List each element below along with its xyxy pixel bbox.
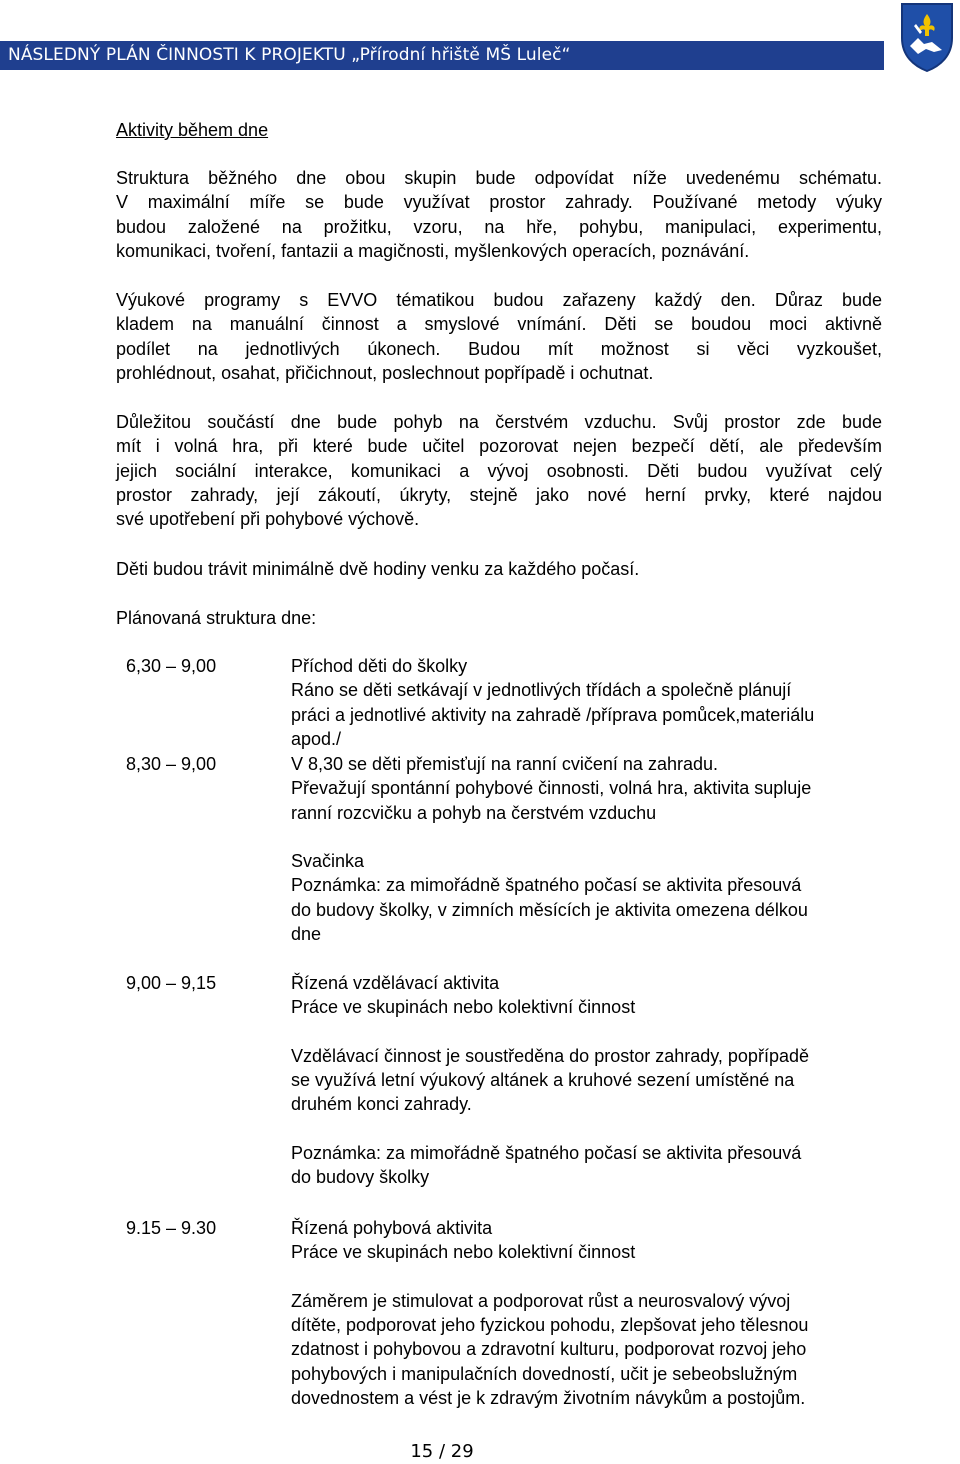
plan-heading: Plánovaná struktura dne: <box>116 608 317 628</box>
schedule-time: 9,00 – 9,15 <box>126 973 217 993</box>
coat-of-arms-icon <box>898 2 956 72</box>
schedule-line: Záměrem je stimulovat a podporovat růst a neurosvalový vývoj <box>291 1290 791 1311</box>
schedule-spacer <box>291 1020 913 1044</box>
evvo-paragraph <box>116 288 882 385</box>
schedule-line: Řízená pohybová aktivita <box>291 1218 493 1238</box>
intro-line: V maximální míře se bude využívat prostor zahrady. Používané metody výuky <box>116 192 882 213</box>
outdoor-hours-text: Děti budou trávit minimálně dvě hodiny venku za každého počasí. <box>116 559 640 579</box>
schedule-line: V 8,30 se děti přemisťují na ranní cvičení na zahradu. <box>291 754 718 774</box>
schedule-line: Poznámka: za mimořádně špatného počasí se aktivita přesouvá <box>291 875 802 896</box>
schedule-line: do budovy školky, v zimních měsících je aktivita omezena délkou <box>291 899 808 920</box>
outdoor-line: prostor zahrady, její zákoutí, úkryty, stejně jako nové herní prvky, které najdou <box>116 484 882 505</box>
outdoor-paragraph <box>116 410 882 531</box>
schedule-description <box>291 654 913 751</box>
schedule-line: Práce ve skupinách nebo kolektivní činnost <box>291 997 636 1018</box>
schedule-time: 8,30 – 9,00 <box>126 754 217 774</box>
header-bar <box>0 41 884 70</box>
evvo-line: Výukové programy s EVVO tématikou budou zařazeny každý den. Důraz bude <box>116 290 882 310</box>
schedule-line: zdatnost i pohybovou a zdravotní kulturu, podporovat rozvoj jeho <box>291 1339 807 1360</box>
schedule-line: Ráno se děti setkávají v jednotlivých třídách a společně plánují <box>291 680 792 701</box>
intro-line: komunikaci, tvoření, fantazii a magičnosti, myšlenkových operacích, poznávání. <box>116 240 750 261</box>
schedule-line: Vzdělávací činnost je soustředěna do prostor zahrady, popřípadě <box>291 1045 809 1066</box>
schedule-line: dovednostem a vést je k zdravým životním návykům a postojům. <box>291 1388 806 1409</box>
schedule-spacer <box>291 825 913 849</box>
schedule-description <box>291 1216 913 1410</box>
evvo-line: kladem na manuální činnost a smyslové vnímání. Děti se boudou moci aktivně <box>116 314 882 335</box>
schedule-line: apod./ <box>291 728 342 749</box>
schedule-description <box>291 752 913 946</box>
page-number: 15 / 29 <box>410 1441 474 1462</box>
schedule-line: do budovy školky <box>291 1167 430 1188</box>
schedule-line: druhém konci zahrady. <box>291 1094 472 1115</box>
schedule-line: Příchod děti do školky <box>291 656 468 676</box>
outdoor-line: mít i volná hra, při které bude učitel pozorovat nejen bezpečí dětí, ale především <box>116 436 882 457</box>
intro-line: budou založené na prožitku, vzoru, na hře, pohybu, manipulaci, experimentu, <box>116 216 882 237</box>
schedule-line: Poznámka: za mimořádně špatného počasí se aktivita přesouvá <box>291 1143 802 1164</box>
document-header-title: NÁSLEDNÝ PLÁN ČINNOSTI K PROJEKTU „Přírodní hřiště MŠ Luleč“ <box>8 45 571 65</box>
outdoor-line: jejich sociální interakce, komunikaci a vývoj osobnosti. Děti budou využívat celý <box>116 460 882 481</box>
schedule-line: Převažují spontánní pohybové činnosti, volná hra, aktivita supluje <box>291 778 812 799</box>
schedule-line: dne <box>291 924 322 945</box>
outdoor-line: své upotřebení při pohybové výchově. <box>116 509 420 530</box>
schedule-line: ranní rozcvičku a pohyb na čerstvém vzduchu <box>291 802 657 823</box>
schedule-spacer <box>291 1265 913 1289</box>
schedule-line: Práce ve skupinách nebo kolektivní činnost <box>291 1242 636 1263</box>
schedule-line: dítěte, podporovat jeho fyzickou pohodu, zlepšovat jeho tělesnou <box>291 1315 809 1336</box>
schedule-time: 6,30 – 9,00 <box>126 656 217 676</box>
schedule-spacer <box>291 1117 913 1141</box>
evvo-line: podílet na jednotlivých úkonech. Budou mít možnost si věci vyzkoušet, <box>116 338 882 359</box>
intro-line: Struktura běžného dne obou skupin bude odpovídat níže uvedenému schématu. <box>116 168 882 188</box>
outdoor-line: Důležitou součástí dne bude pohyb na čerstvém vzduchu. Svůj prostor zde bude <box>116 412 882 432</box>
schedule-line: Řízená vzdělávací aktivita <box>291 973 500 993</box>
evvo-line: prohlédnout, osahat, přičichnout, poslechnout popřípadě i ochutnat. <box>116 362 654 383</box>
schedule-line: Svačinka <box>291 851 365 872</box>
schedule-line: pohybových i manipulačních dovedností, učit je sebeobslužným <box>291 1363 798 1384</box>
schedule-line: práci a jednotlivé aktivity na zahradě /příprava pomůcek,materiálu <box>291 704 815 725</box>
schedule-line: se využívá letní výukový altánek a kruhové sezení umístěné na <box>291 1070 795 1091</box>
intro-paragraph <box>116 166 882 263</box>
schedule-time: 9.15 – 9.30 <box>126 1218 217 1238</box>
section-heading: Aktivity během dne <box>116 120 269 140</box>
schedule-description <box>291 971 913 1190</box>
